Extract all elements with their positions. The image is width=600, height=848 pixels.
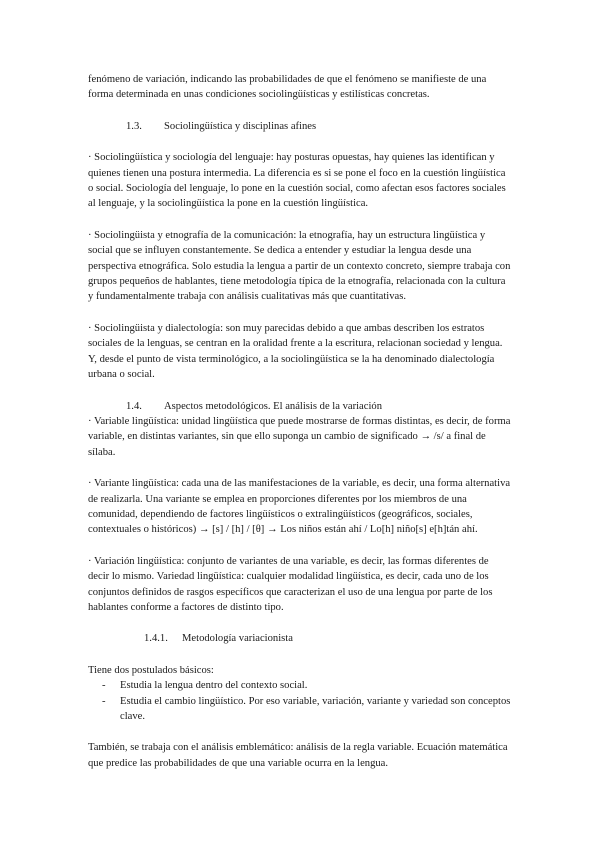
postulados-intro: Tiene dos postulados básicos: [88, 664, 214, 676]
paragraph-sociologia: · Sociolingüística y sociología del lenguaje: hay posturas opuestas, hay quienes las identifican y quienes tienen una postura intermedia. La diferencia es si se pone el foco en la cuestión lingüística o social. Sociología del lenguaje, lo pone en la cuestión social, como afectan esos factores sociales al lenguaje, y la sociolingüística la pone en la cuestión lingüística. [88, 152, 506, 210]
section-heading-1-4 [88, 399, 512, 414]
section-number: 1.4.1. [144, 633, 168, 645]
section-heading-1-4-1 [88, 631, 512, 646]
paragraph-dialectologia: · Sociolingüista y dialectología: son muy parecidas debido a que ambas describen los estratos sociales de la lenguas, se centran en la oralidad frente a la escritura, relacionan sociedad y lengua. Y, desde el punto de vista terminológico, a la sociolingüística se la ha denominado dialectología urbana o social. [88, 322, 503, 381]
section-title: Metodología variacionista [182, 633, 293, 645]
paragraph-variable: · Variable lingüística: unidad lingüística que puede mostrarse de formas distintas, es decir, de forma variable, en distintas variantes, sin que ello suponga un cambio de significado → /s/ a final de sílaba. [88, 415, 511, 458]
section-title: Sociolingüística y disciplinas afines [164, 120, 317, 132]
paragraph-variacion: · Variación lingüística: conjunto de variantes de una variable, es decir, las formas diferentes de decir lo mismo. Variedad lingüística: cualquier modalidad lingüística, es decir, cada uno de los conjuntos definidos de rasgos específicos que caracterizan el uso de una lengua por parte de los hablantes conforme a factores de distinto tipo. [88, 555, 493, 613]
paragraph-variante: · Variante lingüística: cada una de las manifestaciones de la variable, es decir, una forma alternativa de realizarla. Una variante se emplea en proporciones diferentes por los miembros de una comunidad, dependiendo de factores lingüísticos o extralingüísticos (geográficos, sociales, contextuales o históricos) → [s] / [h] / [θ] → Los niños están ahí / Lo[h] niño[s] e[h]tán ahí. [88, 478, 511, 536]
section-number: 1.4. [126, 400, 142, 412]
closing-paragraph: También, se trabaja con el análisis emblemático: análisis de la regla variable. Ecuación matemática que predice las probabilidades de que una variable ocurra en la lengua. [88, 742, 508, 769]
document-page [88, 72, 512, 771]
postulados-list [88, 678, 512, 724]
section-heading-1-3 [88, 119, 512, 134]
list-item: - Estudia el cambio lingüístico. Por eso variable, variación, variante y variedad son conceptos clave. [88, 694, 512, 725]
paragraph-etnografia: · Sociolingüista y etnografía de la comunicación: la etnografía, hay un estructura lingüística y social que se influyen constantemente. Se dedica a entender y estudiar la lengua desde una perspectiva etnográfica. Solo estudia la lengua a partir de un contexto concreto, siempre trabaja con grupos pequeños de hablantes, tiene metodología típica de la etnografía, relacionada con la cultura y fundamentalmente trabaja con análisis cualitativas más que cuantitativas. [88, 229, 511, 303]
continuation-paragraph: fenómeno de variación, indicando las probabilidades de que el fenómeno se manifieste de una forma determinada en unas condiciones sociolingüísticas y estilísticas concretas. [88, 74, 487, 101]
list-item: - Estudia la lengua dentro del contexto social. [88, 678, 512, 693]
section-number: 1.3. [126, 120, 142, 132]
section-title: Aspectos metodológicos. El análisis de la variación [164, 400, 382, 412]
